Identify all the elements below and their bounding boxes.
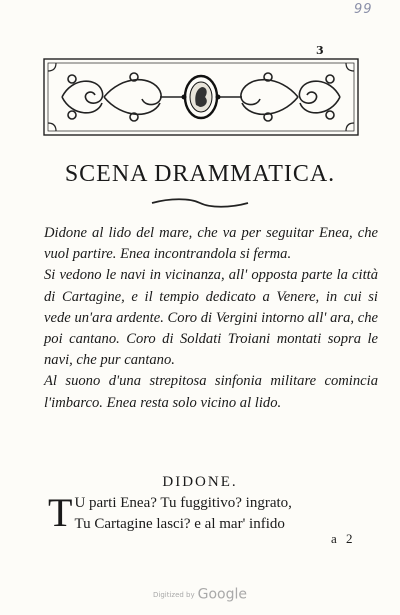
- title-flourish-rule: [150, 196, 250, 210]
- google-logo-text: Google: [197, 586, 248, 603]
- printed-page-number: 3: [316, 44, 324, 57]
- decorative-headpiece-ornament: [42, 57, 360, 137]
- verse-line: U parti Enea? Tu fuggitivo? ingrato,: [74, 495, 292, 511]
- verse-block: [48, 490, 378, 535]
- digitized-label: Digitized by: [152, 590, 195, 599]
- scene-title: SCENA DRAMMATICA.: [64, 161, 336, 187]
- stage-directions: [44, 223, 378, 414]
- stage-direction-paragraph: Si vedono le navi in vicinanza, all' opposta parte la città di Cartagine, e il tempio dedicato a Venere, in cui si vede un'ara ardente. Coro di Vergini intorno all' ara, che poi cantano. Coro di Soldati Troiani montati sopra le navi, che pur cantano.: [44, 267, 378, 369]
- stage-direction-paragraph: Al suono d'una strepitosa sinfonia militare comincia l'imbarco. Enea resta solo vicino al lido.: [44, 373, 378, 411]
- signature-mark: a 2: [331, 531, 356, 546]
- drop-cap-letter: T: [48, 490, 73, 535]
- digitized-by-google-watermark: [0, 584, 400, 603]
- stage-direction-paragraph: Didone al lido del mare, che va per seguitar Enea, che vuol partire. Enea incontrandola si ferma.: [44, 225, 378, 263]
- verse-line: Tu Cartagine lasci? e al mar' infido: [74, 516, 285, 532]
- handwritten-page-number: 99: [354, 2, 373, 17]
- speaker-name: DIDONE.: [162, 474, 238, 490]
